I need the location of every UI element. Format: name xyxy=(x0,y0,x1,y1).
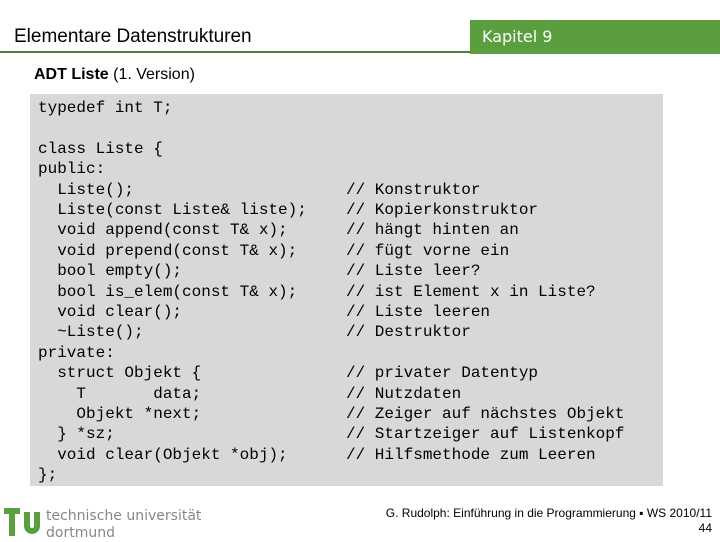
code-line: typedef int T; xyxy=(38,99,173,117)
subtitle-rest: (1. Version) xyxy=(108,66,195,83)
university-name-line1: technische universität xyxy=(46,508,202,524)
code-line: void prepend(const T& x); xyxy=(38,241,298,260)
code-comment: // hängt hinten an xyxy=(346,221,519,240)
chapter-label: Kapitel 9 xyxy=(482,27,553,46)
slide-subtitle xyxy=(34,66,195,84)
subtitle-bold: ADT Liste xyxy=(34,66,109,83)
code-line: bool is_elem(const T& x); xyxy=(38,282,298,301)
code-line: public: xyxy=(38,160,106,179)
chapter-banner xyxy=(470,20,720,54)
code-line: Objekt *next; xyxy=(38,405,202,423)
university-name xyxy=(46,508,201,542)
code-comment: // fügt vorne ein xyxy=(346,241,510,260)
code-comment: // Liste leer? xyxy=(346,262,481,281)
code-line: T data; xyxy=(38,384,202,403)
code-comment: // Startzeiger auf Listenkopf xyxy=(346,425,625,444)
code-line: ~Liste(); xyxy=(38,323,144,342)
code-comment: // Kopierkonstruktor xyxy=(346,201,539,219)
code-line: } *sz; xyxy=(38,425,115,444)
code-line: bool empty(); xyxy=(38,262,183,281)
code-comment: // Zeiger auf nächstes Objekt xyxy=(346,405,625,423)
code-line: void append(const T& x); xyxy=(38,221,288,240)
code-comment: // Destruktor xyxy=(346,323,471,342)
code-line: struct Objekt { xyxy=(38,364,202,383)
code-block xyxy=(30,94,663,486)
page-number: 44 xyxy=(698,521,712,535)
header-divider xyxy=(0,51,470,53)
code-line: void clear(); xyxy=(38,303,183,321)
code-comment: // ist Element x in Liste? xyxy=(346,282,596,301)
code-line: private: xyxy=(38,343,115,362)
code-comment: // Liste leeren xyxy=(346,303,491,321)
code-comment: // Hilfsmethode zum Leeren xyxy=(346,445,596,464)
code-comment: // Konstruktor xyxy=(346,180,481,199)
code-comment: // privater Datentyp xyxy=(346,364,539,383)
code-line: Liste(const Liste& liste); xyxy=(38,201,307,219)
code-line: Liste(); xyxy=(38,180,135,199)
code-line: void clear(Objekt *obj); xyxy=(38,445,288,464)
code-comment: // Nutzdaten xyxy=(346,384,462,403)
footer-citation: G. Rudolph: Einführung in die Programmierung ▪ WS 2010/11 xyxy=(385,506,712,520)
code-line: class Liste { xyxy=(38,139,163,158)
code-line: }; xyxy=(38,466,58,485)
slide-title: Elementare Datenstrukturen xyxy=(14,26,252,47)
university-name-line2: dortmund xyxy=(46,525,115,541)
